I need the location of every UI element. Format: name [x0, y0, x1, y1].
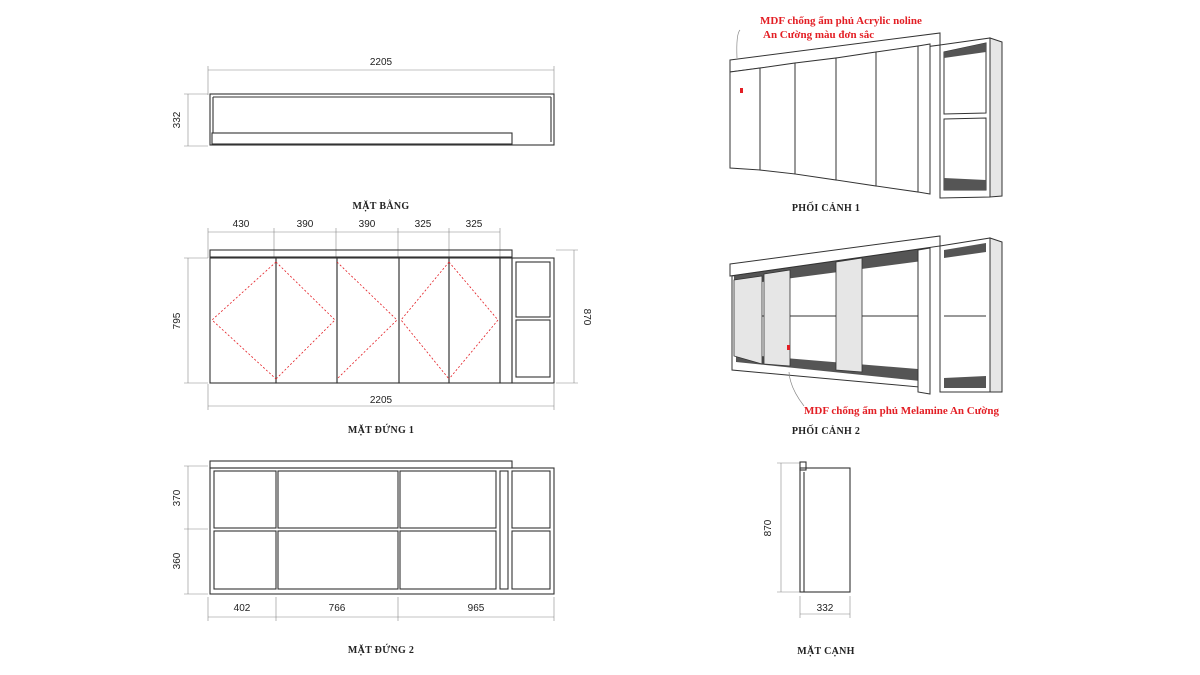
- plan-doors: [212, 133, 512, 144]
- melamine-note: MDF chống ẩm phủ Melamine An Cường: [804, 405, 1000, 417]
- height-left-label: 795: [172, 312, 183, 330]
- door-width-2: 390: [296, 219, 314, 230]
- side-panel: [800, 468, 850, 592]
- front-elevation-1: [172, 219, 592, 436]
- side-view-title: MẶT CẠNH: [797, 646, 855, 657]
- front-elevation-2: [172, 461, 554, 656]
- door-width-3: 390: [358, 219, 376, 230]
- plan-title: MẶT BẰNG: [352, 201, 410, 212]
- door-width-4: 325: [414, 219, 432, 230]
- front-elevation-1-title: MẶT ĐỨNG 1: [347, 425, 415, 436]
- section-width-3: 965: [467, 603, 485, 614]
- shelf-height-top: 370: [172, 489, 183, 507]
- plan-view: [172, 57, 554, 212]
- perspective-1: [730, 15, 1002, 214]
- perspective-1-title: PHỐI CẢNH 1: [791, 203, 861, 214]
- front-total-width: 2205: [369, 395, 393, 406]
- plan-outline: [210, 94, 554, 145]
- plan-depth-label: 332: [172, 111, 183, 129]
- side-depth-label: 332: [816, 603, 834, 614]
- perspective-2: [730, 236, 1002, 437]
- side-height-label: 870: [763, 519, 774, 537]
- plan-width-label: 2205: [369, 57, 393, 68]
- door-panel-2: [276, 258, 337, 383]
- door-width-5: 325: [465, 219, 483, 230]
- section-width-1: 402: [233, 603, 251, 614]
- door-panel-1: [210, 258, 276, 383]
- acrylic-note-line2: An Cường màu đơn sắc: [763, 29, 875, 41]
- acrylic-note-line1: MDF chống ẩm phủ Acrylic noline: [760, 15, 922, 27]
- side-view: [763, 462, 855, 657]
- door-width-1: 430: [232, 219, 250, 230]
- perspective-2-title: PHỐI CẢNH 2: [791, 426, 861, 437]
- door-panel-5: [449, 258, 500, 383]
- front-elevation-2-title: MẶT ĐỨNG 2: [347, 645, 415, 656]
- shelf-height-bottom: 360: [172, 552, 183, 570]
- section-width-2: 766: [328, 603, 346, 614]
- door-panel-3: [337, 258, 399, 383]
- height-right-label: 870: [581, 308, 592, 326]
- door-panel-4: [399, 258, 449, 383]
